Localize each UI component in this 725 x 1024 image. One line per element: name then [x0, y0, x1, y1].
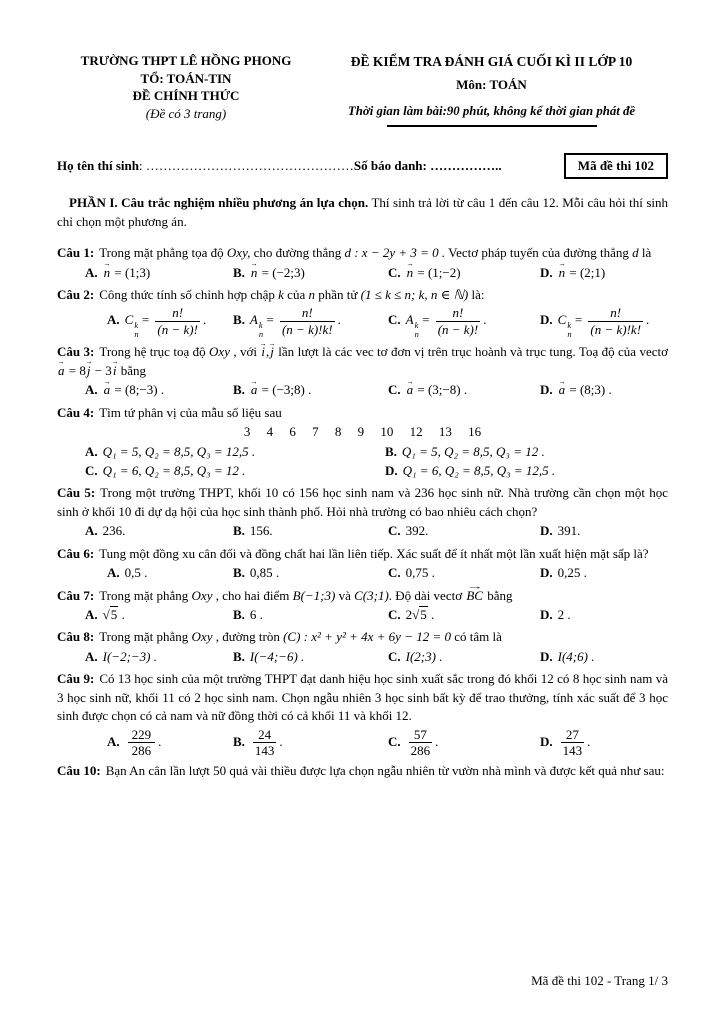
q1-seg: Trong mặt phẳng tọa độ: [99, 245, 227, 261]
q2-seg: là:: [468, 287, 485, 303]
q1-formula: d : x − 2y + 3 = 0 .: [344, 245, 446, 261]
option-value: = (3;−8) .: [414, 382, 468, 398]
fraction: [280, 305, 335, 337]
question-10: [57, 762, 668, 780]
option-label: A.: [85, 607, 98, 623]
option-b: [233, 522, 388, 540]
option-label: C.: [85, 462, 98, 478]
q1-seg: cho đường thẳng: [250, 245, 345, 261]
option-tail: .: [202, 312, 207, 328]
vector-i: → i: [260, 343, 266, 361]
option-label: B.: [233, 312, 245, 328]
option-label: B.: [233, 523, 245, 539]
option-b: [233, 264, 388, 282]
option-label: D.: [540, 382, 553, 398]
department: TỔ: TOÁN-TIN: [140, 70, 232, 86]
combinatoric-symbol: C: [124, 312, 134, 328]
option-label: B.: [233, 264, 245, 280]
part1-heading: [57, 194, 668, 231]
numerator: 27: [561, 727, 585, 743]
q8-circle-formula: (C) : x² + y² + 4x + 6y − 12 = 0: [283, 629, 451, 645]
option-tail: .: [279, 733, 283, 749]
question-6-text: [57, 545, 668, 563]
vector: → n: [406, 264, 415, 282]
denominator: (n − k)!: [157, 321, 198, 337]
question-10-text: [57, 762, 668, 780]
vector-j: → j: [269, 343, 275, 361]
question-9-text: [57, 670, 668, 725]
option-value: I(−4;−6) .: [249, 648, 305, 664]
combinatoric-symbol: A: [249, 312, 258, 328]
q3-seg: bằng: [117, 362, 146, 378]
q2-var-n: n: [308, 287, 315, 303]
option-value: = (8;−3) .: [111, 382, 165, 398]
combinatoric-symbol: A: [405, 312, 414, 328]
radicand: 5: [420, 607, 427, 623]
sub: n: [567, 329, 572, 340]
school-name: TRƯỜNG THPT LÊ HỒNG PHONG: [80, 53, 292, 68]
q3-oxy: Oxy: [209, 344, 230, 360]
q1-options: [57, 264, 668, 282]
q7-options: [57, 606, 668, 624]
option-d: [540, 522, 668, 540]
q3-options: [57, 381, 668, 399]
option-label: C.: [388, 312, 401, 328]
vector: → n: [250, 264, 259, 282]
option-value: = (1;3): [111, 264, 151, 280]
sqrt-sign: √: [412, 607, 420, 623]
option-label: A.: [85, 648, 98, 664]
q2-seg: Công thức tính số chỉnh hợp chập: [99, 287, 279, 303]
student-name-label: Họ tên thí sinh: [57, 157, 139, 173]
question-5: [57, 484, 668, 540]
numerator: 229: [128, 727, 156, 743]
option-label: B.: [233, 565, 245, 581]
q7-point-b: B(−1;3): [292, 587, 336, 603]
option-d: [385, 462, 668, 480]
option-label: A.: [85, 264, 98, 280]
option-label: B.: [233, 733, 245, 749]
option-tail: .: [483, 312, 487, 328]
vector-a: → a: [57, 362, 66, 380]
question-7: [57, 587, 668, 625]
option-tail: .: [337, 312, 341, 328]
option-d: [540, 648, 668, 666]
option-label: A.: [85, 382, 98, 398]
vector-j: → j: [86, 362, 92, 380]
numerator: n!: [588, 305, 643, 321]
vector-bc: → BC: [465, 587, 484, 605]
exam-title: ĐỀ KIỂM TRA ĐÁNH GIÁ CUỐI KÌ II LỚP 10: [350, 54, 633, 69]
option-value: I(4;6) .: [557, 648, 595, 664]
option-c: [388, 381, 540, 399]
radicand: 5: [110, 607, 118, 623]
option-b: [233, 381, 388, 399]
q4-options: [57, 443, 668, 480]
student-row: [57, 153, 668, 179]
vector: → a: [103, 381, 112, 399]
question-8-text: [57, 628, 668, 646]
q10-seg: Bạn An cân lần lượt 50 quả vài thiều được lựa chọn ngẫu nhiên từ vườn nhà mình và được kết quả như sau:: [105, 763, 665, 779]
q6-seg: Tung một đồng xu cân đối và đồng chất hai lần liên tiếp. Xác suất để ít nhất một lần xuất hiện mặt sấp là?: [99, 545, 649, 561]
option-value: Q₁ = 6, Q₂ = 8,5, Q₃ = 12 .: [102, 462, 246, 478]
option-d: [540, 381, 668, 399]
option-tail: .: [158, 733, 162, 749]
subject: Môn: TOÁN: [456, 77, 527, 93]
option-value: 0,75 .: [405, 565, 435, 581]
vector: → a: [406, 381, 415, 399]
question-4: [57, 404, 668, 481]
q10-label: Câu 10:: [57, 763, 101, 779]
option-b: [233, 564, 388, 582]
option-value: Q₁ = 6, Q₂ = 8,5, Q₃ = 12,5 .: [402, 462, 556, 478]
option-value: I(2;3) .: [405, 648, 443, 664]
option-value: Q₁ = 5, Q₂ = 8,5, Q₃ = 12,5 .: [102, 444, 256, 460]
vector: → n: [558, 264, 567, 282]
option-label: A.: [107, 733, 120, 749]
fraction: [409, 727, 433, 759]
option-value: 0,85 .: [249, 565, 280, 581]
fraction: [128, 727, 156, 759]
option-a: [85, 606, 233, 624]
q8-seg: , đường tròn: [212, 629, 284, 645]
option-value: = (8;3) .: [566, 382, 612, 398]
option-label: D.: [540, 565, 553, 581]
option-tail: .: [435, 733, 439, 749]
denominator: (n − k)!: [437, 321, 479, 337]
q2-seg: của: [283, 287, 309, 303]
option-a: [85, 522, 233, 540]
option-b: [385, 443, 668, 461]
q6-options: [57, 564, 668, 582]
question-3: [57, 343, 668, 399]
header-right: [315, 52, 668, 127]
sqrt-sign: √: [102, 607, 110, 623]
option-c: [85, 462, 385, 480]
option-a: [85, 443, 385, 461]
fraction: [253, 727, 277, 759]
q1-seg: là: [638, 245, 652, 261]
option-label: C.: [388, 264, 401, 280]
q8-oxy: Oxy: [191, 629, 213, 645]
option-tail: .: [646, 312, 650, 328]
question-9: [57, 670, 668, 758]
option-d: [540, 264, 668, 282]
q2-seg: phần tử: [314, 287, 361, 303]
q8-options: [57, 648, 668, 666]
header-rule: [387, 125, 597, 127]
option-d: [540, 606, 668, 624]
option-tail: .: [118, 607, 125, 623]
option-value: 2 .: [557, 607, 571, 623]
option-a: [107, 564, 233, 582]
option-label: C.: [388, 565, 401, 581]
option-tail: .: [587, 733, 591, 749]
option-label: D.: [540, 648, 553, 664]
fraction: [561, 727, 585, 759]
official-label: ĐỀ CHÍNH THỨC: [132, 88, 240, 104]
option-a: [85, 648, 233, 666]
q2-var-k: k: [278, 287, 284, 303]
q7-seg: và: [335, 587, 355, 603]
denominator: 143: [562, 743, 583, 759]
combinatoric-symbol: C: [557, 312, 567, 328]
option-value: = (−2;3): [258, 264, 305, 280]
option-value: = (−3;8) .: [258, 382, 312, 398]
q7-oxy: Oxy: [191, 587, 213, 603]
duration: Thời gian làm bài:90 phút, không kể thời gian phát đề: [347, 103, 636, 118]
q7-seg: Trong mặt phẳng: [99, 587, 192, 603]
q4-data-series: 3 4 6 7 8 9 10 12 13 16: [243, 423, 482, 439]
q1-var-d: d: [632, 245, 639, 261]
option-label: A.: [85, 523, 98, 539]
question-2: [57, 286, 668, 339]
option-c: [388, 305, 540, 339]
q6-label: Câu 6:: [57, 545, 95, 561]
fraction: [155, 305, 200, 337]
option-a: [107, 305, 233, 339]
sup: k: [258, 320, 263, 331]
q1-oxy: Oxy,: [226, 245, 251, 261]
option-value: 236.: [102, 523, 126, 539]
part1-title: PHẦN I. Câu trắc nghiệm nhiều phương án lựa chọn.: [69, 195, 369, 211]
q7-seg: . Độ dài vectơ: [388, 587, 466, 603]
option-label: A.: [107, 565, 120, 581]
option-d: [540, 305, 668, 339]
vector: → n: [103, 264, 112, 282]
q3-label: Câu 3:: [57, 344, 95, 360]
option-label: C.: [388, 523, 401, 539]
denominator: (n − k)!k!: [281, 321, 333, 337]
sqrt-coef: 2: [405, 607, 413, 623]
option-value: I(−2;−3) .: [102, 648, 158, 664]
fraction: [588, 305, 643, 337]
option-b: [233, 727, 388, 759]
q7-label: Câu 7:: [57, 587, 95, 603]
student-id-label: Số báo danh: ……………..: [353, 157, 502, 173]
q7-seg: bằng: [483, 587, 513, 603]
q8-seg: Trong mặt phẳng: [99, 629, 192, 645]
q5-label: Câu 5:: [57, 485, 96, 501]
student-name-dots: : …………………………………………: [139, 157, 354, 173]
equals: =: [138, 312, 153, 328]
numerator: n!: [280, 305, 335, 321]
numerator: 57: [409, 727, 433, 743]
question-6: [57, 545, 668, 583]
sup: k: [414, 320, 419, 331]
option-a: [85, 264, 233, 282]
equals: =: [418, 312, 433, 328]
option-label: B.: [233, 607, 245, 623]
equals: =: [571, 312, 586, 328]
option-value: 0,5 .: [124, 565, 148, 581]
option-value: 6 .: [249, 607, 263, 623]
header-left: [57, 52, 315, 127]
q2-label: Câu 2:: [57, 287, 95, 303]
part1-desc: Thí sinh trả lời từ câu 1 đến câu 12. Mỗi câu hỏi thí sinh chỉ chọn một phương án.: [57, 195, 668, 229]
option-label: C.: [388, 733, 401, 749]
numerator: n!: [155, 305, 200, 321]
q4-label: Câu 4:: [57, 404, 95, 420]
q3-seg: Trong hệ trục toạ độ: [99, 344, 210, 360]
q8-label: Câu 8:: [57, 629, 95, 645]
option-value: Q₁ = 5, Q₂ = 8,5, Q₃ = 12 .: [401, 444, 545, 460]
option-b: [233, 305, 388, 339]
option-c: [388, 522, 540, 540]
sup: k: [134, 320, 139, 331]
option-label: B.: [385, 444, 397, 460]
header: [57, 52, 668, 127]
option-label: A.: [107, 312, 120, 328]
option-label: D.: [540, 523, 553, 539]
option-d: [540, 727, 668, 759]
option-value: 0,25 .: [557, 565, 587, 581]
option-value: = (2;1): [566, 264, 606, 280]
q2-condition: (1 ≤ k ≤ n; k, n ∈ ℕ): [360, 287, 469, 303]
q2-options: [57, 305, 668, 339]
option-label: D.: [540, 733, 553, 749]
vector: → a: [250, 381, 259, 399]
option-label: D.: [540, 312, 553, 328]
option-c: [388, 564, 540, 582]
q5-options: [57, 522, 668, 540]
student-info: [57, 157, 502, 175]
q8-seg: có tâm là: [451, 629, 502, 645]
q9-seg: Có 13 học sinh của một trường THPT đạt danh hiệu học sinh xuất sắc trong đó khối 12 có 8 học sinh nam và 3 học sinh nữ, khối 11 có 2 học sinh nam. Chọn ngẫu nhiên 3 học sinh bất kỳ để trao thưởng, tính xác suất để 3 học sinh được chọn có cả nam và nữ đồng thời có cả khối 11 và khối 12.: [57, 671, 668, 724]
denominator: 286: [410, 743, 431, 759]
sub: n: [414, 329, 419, 340]
option-value: 156.: [249, 523, 273, 539]
numerator: 24: [253, 727, 277, 743]
option-label: C.: [388, 607, 401, 623]
q1-label: Câu 1:: [57, 245, 95, 261]
option-label: B.: [233, 382, 245, 398]
option-c: [388, 264, 540, 282]
option-d: [540, 564, 668, 582]
option-label: D.: [385, 462, 398, 478]
option-a: [85, 381, 233, 399]
option-tail: .: [427, 607, 435, 623]
exam-code-box: Mã đề thi 102: [564, 153, 668, 179]
q4-seg: Tìm tứ phân vị của mẫu số liệu sau: [99, 404, 282, 420]
q7-seg: , cho hai điểm: [212, 587, 293, 603]
page-footer: Mã đề thi 102 - Trang 1/ 3: [531, 972, 668, 988]
q3-seg: lần lượt là các vec tơ đơn vị trên trục hoành và trục tung. Toạ độ của vectơ: [274, 344, 668, 360]
option-value: 392.: [405, 523, 429, 539]
option-label: C.: [388, 648, 401, 664]
sup: k: [567, 320, 572, 331]
option-c: [388, 606, 540, 624]
q9-label: Câu 9:: [57, 671, 95, 687]
q3-sep: ,: [266, 344, 270, 360]
equals: =: [263, 312, 277, 328]
option-b: [233, 606, 388, 624]
vector-i: → i: [112, 362, 118, 380]
question-7-text: [57, 587, 668, 605]
sub: n: [134, 329, 139, 340]
option-c: [388, 648, 540, 666]
question-3-text: [57, 343, 668, 380]
option-b: [233, 648, 388, 666]
denominator: 143: [254, 743, 275, 759]
sub: n: [258, 329, 264, 340]
option-label: A.: [85, 444, 98, 460]
option-label: D.: [540, 607, 553, 623]
option-value: = (1;−2): [414, 264, 461, 280]
option-label: C.: [388, 382, 401, 398]
q3-formula: − 3: [91, 362, 112, 378]
q9-options: [57, 727, 668, 759]
q5-seg: Trong một trường THPT, khối 10 có 156 học sinh nam và 236 học sinh nữ. Nhà trường cần chọn một học sinh ở khối 10 đi dự dạ hội của học sinh thành phố. Hỏi nhà trường có bao nhiêu cách chọn?: [57, 485, 668, 519]
question-2-text: [57, 286, 668, 304]
option-label: B.: [233, 648, 245, 664]
question-8: [57, 628, 668, 666]
question-1: [57, 244, 668, 282]
option-a: [107, 727, 233, 759]
q1-seg: Vectơ pháp tuyến của đường thẳng: [445, 245, 633, 261]
question-5-text: [57, 484, 668, 521]
option-label: D.: [540, 264, 553, 280]
q7-point-c: C(3;1): [354, 587, 389, 603]
q3-seg: , với: [229, 344, 261, 360]
denominator: (n − k)!k!: [590, 321, 642, 337]
fraction: [436, 305, 481, 337]
option-value: 391.: [557, 523, 581, 539]
option-c: [388, 727, 540, 759]
question-1-text: [57, 244, 668, 262]
denominator: 286: [131, 743, 152, 759]
numerator: n!: [436, 305, 481, 321]
question-4-text: [57, 404, 668, 422]
pages-note: (Đề có 3 trang): [145, 105, 227, 121]
vector: → a: [558, 381, 567, 399]
q3-formula: = 8: [65, 362, 86, 378]
